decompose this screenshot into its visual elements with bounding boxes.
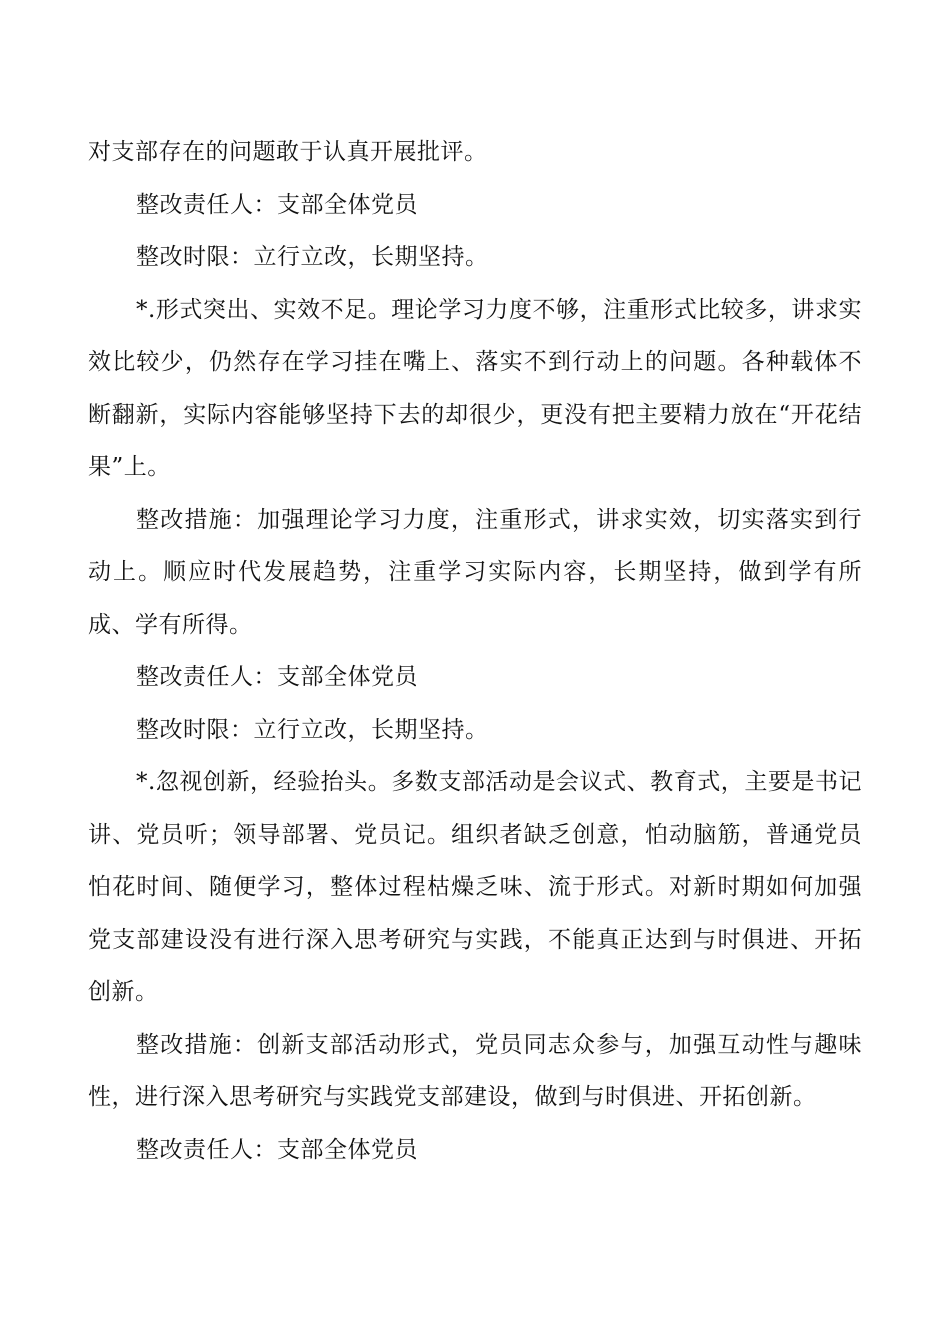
paragraph-responsible-person: 整改责任人：支部全体党员 <box>136 1136 418 1163</box>
paragraph-issue-innovation: *.忽视创新，经验抬头。多数支部活动是会议式、教育式，主要是书记讲、党员听；领导部署、党员记。组织者缺乏创意，怕动脑筋，普通党员怕花时间、随便学习，整体过程枯燥乏味、流于形式。对新时期如何加强党支部建设没有进行深入思考研究与实践，不能真正达到与时俱进、开拓创新。 <box>88 769 862 1005</box>
paragraph-responsible-person: 整改责任人：支部全体党员 <box>136 191 418 218</box>
paragraph-issue-formalism: *.形式突出、实效不足。理论学习力度不够，注重形式比较多，讲求实效比较少，仍然存在学习挂在嘴上、落实不到行动上的问题。各种载体不断翻新，实际内容能够坚持下去的却很少，更没有把主要精力放在“开花结果”上。 <box>88 296 862 480</box>
paragraph-measures-formalism: 整改措施：加强理论学习力度，注重形式，讲求实效，切实落实到行动上。顺应时代发展趋势，注重学习实际内容，长期坚持，做到学有所成、学有所得。 <box>88 506 862 638</box>
paragraph-continuation: 对支部存在的问题敢于认真开展批评。 <box>88 139 488 165</box>
paragraph-deadline: 整改时限：立行立改，长期坚持。 <box>136 244 489 270</box>
document-body <box>88 126 862 1176</box>
paragraph-responsible-person: 整改责任人：支部全体党员 <box>136 664 418 690</box>
paragraph-measures-innovation: 整改措施：创新支部活动形式，党员同志众参与，加强互动性与趣味性，进行深入思考研究与实践党支部建设，做到与时俱进、开拓创新。 <box>88 1031 862 1110</box>
paragraph-deadline: 整改时限：立行立改，长期坚持。 <box>136 716 489 743</box>
